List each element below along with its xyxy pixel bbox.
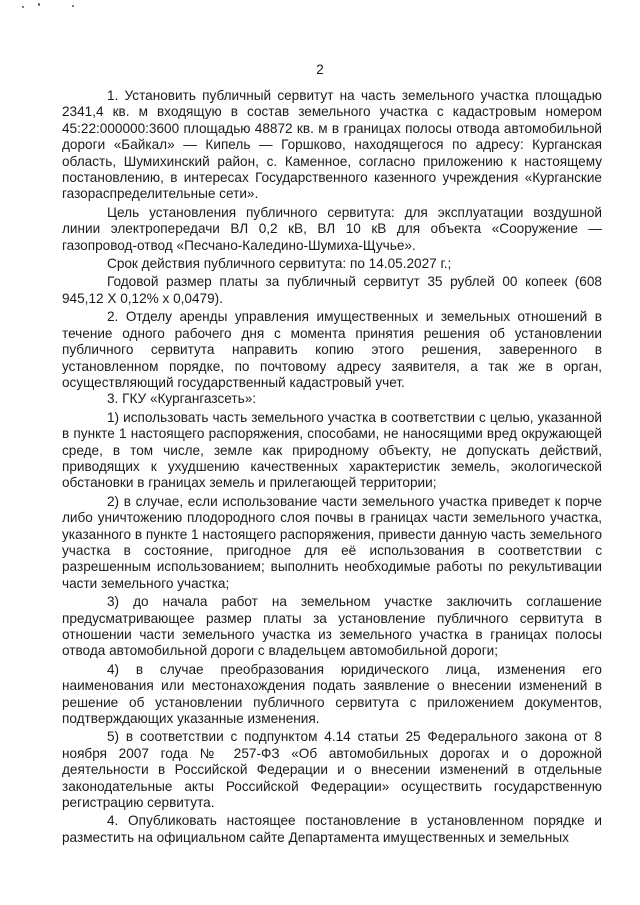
paragraph-subitem-2: 2) в случае, если использование части земельного участка приведет к порче либо уничтожению плодородного слоя почвы в границах части земельного участка, указанного в пункте 1 настоящего распоряжения, привести данную часть земельного участка в состояние, пригодное для её использования в соответствии с разрешенным использованием; выполнить необходимые работы по рекультивации части земельного участка; bbox=[62, 493, 602, 591]
paragraph-subitem-3: 3) до начала работ на земельном участке заключить соглашение предусматривающее размер платы за установление публичного сервитута в отношении части земельного участка из земельного участка в границах полосы отвода автомобильной дороги с владельцем автомобильной дороги; bbox=[62, 594, 602, 659]
paragraph-subitem-5: 5) в соответствии с подпунктом 4.14 статьи 25 Федерального закона от 8 ноября 2007 года № 257-ФЗ «Об автомобильных дорогах и о дорожной деятельности в Российской Федерации и о внесении изменений в отдельные законодательные акты Российской Федерации» осуществить государственную регистрацию сервитута. bbox=[62, 729, 602, 811]
paragraph-purpose: Цель установления публичного сервитута: для эксплуатации воздушной линии электропередачи ВЛ 0,2 кВ, ВЛ 10 кВ для объекта «Сооружение — газопровод-отвод «Песчано-Каледино-Шумиха-Щучье». bbox=[62, 204, 602, 253]
scan-speck bbox=[38, 3, 40, 6]
scan-speck bbox=[22, 6, 24, 8]
paragraph-item-4: 4. Опубликовать настоящее постановление в установленном порядке и разместить на официальном сайте Департамента имущественных и земельных bbox=[62, 813, 602, 845]
document-body bbox=[62, 88, 602, 846]
paragraph-term: Срок действия публичного сервитута: по 14.05.2027 г.; bbox=[107, 256, 452, 272]
page-number: 2 bbox=[316, 62, 324, 77]
paragraph-item-3: 3. ГКУ «Кургангазсеть»: bbox=[107, 391, 257, 407]
paragraph-subitem-4: 4) в случае преобразования юридического лица, изменения его наименования или местонахождения подать заявление о внесении изменений в решение об установлении публичного сервитута с приложением документов, подтверждающих указанные изменения. bbox=[62, 661, 602, 727]
paragraph-servitude: 1. Установить публичный сервитут на часть земельного участка площадью 2341,4 кв. м входящую в состав земельного участка с кадастровым номером 45:22:000000:3600 площадью 48872 кв. м в границах полосы отвода автомобильной дороги «Байкал» — Кипель — Горшково, находящегося по адресу: Курганская область, Шумихинский район, с. Каменное, согласно приложению к настоящему постановлению, в интересах Государственного казенного учреждения «Курганские газораспределительные сети». bbox=[62, 88, 602, 202]
scan-speck bbox=[72, 5, 74, 7]
paragraph-fee: Годовой размер платы за публичный сервитут 35 рублей 00 копеек (608 945,12 Х 0,12% х 0,0479). bbox=[62, 274, 602, 306]
paragraph-item-2: 2. Отделу аренды управления имущественных и земельных отношений в течение одного рабочего дня с момента принятия решения об установлении публичного сервитута направить копию этого решения, заверенного в установленном порядке, по почтовому адресу заявителя, а так же в орган, осуществляющий государственный кадастровый учет. bbox=[62, 309, 602, 390]
paragraph-subitem-1: 1) использовать часть земельного участка в соответствии с целью, указанной в пункте 1 настоящего распоряжения, способами, не наносящими вред окружающей среде, в том числе, земле как природному объекту, не допускать действий, приводящих к ухудшению качественных характеристик земель, экологической обстановки в границах земель и прилегающей территории; bbox=[62, 409, 602, 491]
